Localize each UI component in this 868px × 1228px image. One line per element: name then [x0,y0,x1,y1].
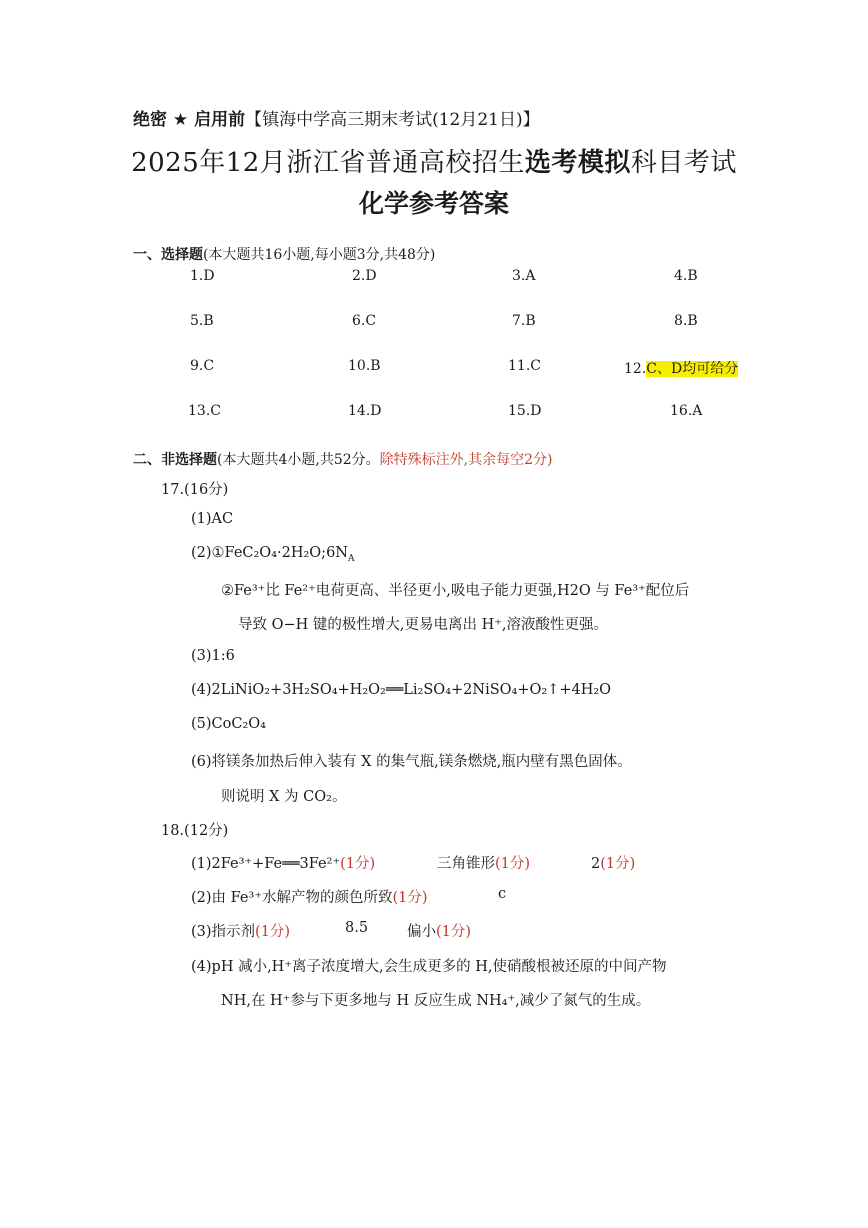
q18-part3 [191,920,290,941]
q18-part2-text: 由 Fe³⁺水解产物的颜色所致 [211,890,393,906]
q17-part2a-sub: A [347,553,355,564]
section2-heading [133,449,552,469]
q17-part2-num: (2) [191,545,212,561]
mc-answer-16: 16.A [670,403,703,419]
q17-part4: (4)2LiNiO₂+3H₂SO₄+H₂O₂══Li₂SO₄+2NiSO₄+O₂↑+4H₂O [191,682,612,698]
mc-answer-10: 10.B [348,358,381,374]
q18-part2-score: (1分) [392,890,428,906]
mc-answer-9: 9.C [190,358,215,374]
subtitle: 化学参考答案 [358,189,509,218]
section2-note: 除特殊标注外,其余每空2分) [379,452,553,468]
section1-heading [133,244,435,264]
q17-part2b-line1: ②Fe³⁺比 Fe²⁺电荷更高、半径更小,吸电子能力更强,H2O 与 Fe³⁺配位后 [221,583,690,599]
q18-part1-shape [437,852,530,873]
secret-label: 绝密 ★ 启用前 [133,110,246,130]
q18-part3-score1: (1分) [255,924,291,940]
mc-answer-7: 7.B [512,313,536,329]
q17-part6-line1: (6)将镁条加热后伸入装有 X 的集气瓶,镁条燃烧,瓶内壁有黑色固体。 [191,754,632,770]
q17-part2b-line2: 导致 O−H 键的极性增大,更易电离出 H⁺,溶液酸性更强。 [238,617,609,633]
section1-label: 一、选择题 [133,247,203,263]
exam-name: 【镇海中学高三期末考试(12月21日)】 [245,110,540,130]
section1-desc: (本大题共16小题,每小题3分,共48分) [203,247,436,263]
title-part1: 2025年12月浙江省普通高校招生 [131,148,525,178]
section2-label: 二、非选择题 [133,452,217,468]
q18-part3-value: 8.5 [345,920,369,936]
q18-part3-text: 指示剂 [211,924,256,940]
q18-part4-line2: NH,在 H⁺参与下更多地与 H 反应生成 NH₄⁺,减少了氮气的生成。 [221,993,651,1009]
q17-part2a-text: ①FeC₂O₄·2H₂O;6N [211,545,348,561]
q18-part1-count [591,852,635,873]
title-part2: 选考模拟 [524,148,631,178]
mc-answer-13: 13.C [188,403,221,419]
main-title [0,142,868,179]
q18-part1-shape-text: 三角锥形 [437,856,495,872]
exam-header [133,105,540,130]
q18-heading: 18.(12分) [161,823,229,839]
q18-part4-line1: (4)pH 减小,H⁺离子浓度增大,会生成更多的 H,使硝酸根被还原的中间产物 [191,959,667,975]
q18-part1-num: (1) [191,856,212,872]
q17-heading: 17.(16分) [161,482,229,498]
mc-answer-3: 3.A [512,268,536,284]
mc-answer-12-note: C、D均可给分 [646,361,739,377]
mc-answer-5: 5.B [190,313,214,329]
q18-part1-eq: 2Fe³⁺+Fe══3Fe²⁺ [211,856,341,872]
mc-answer-2: 2.D [352,268,377,284]
q17-part2a [191,545,354,564]
q18-part3-score2: (1分) [436,924,472,940]
q18-part1-score1: (1分) [340,856,376,872]
q17-part3: (3)1:6 [191,648,235,664]
title-part3: 科目考试 [630,148,737,178]
q18-part2-num: (2) [191,890,212,906]
mc-answer-12-num: 12. [624,361,647,377]
q18-part1-count-text: 2 [591,856,601,872]
mc-answer-15: 15.D [508,403,542,419]
mc-answer-1: 1.D [190,268,215,284]
q18-part2 [191,886,428,907]
mc-answer-12 [624,358,738,378]
q17-part1: (1)AC [191,511,234,527]
q17-part6-line2: 则说明 X 为 CO₂。 [221,789,347,805]
mc-answer-11: 11.C [508,358,541,374]
q18-part1-equation [191,852,375,873]
q18-part1-score2: (1分) [495,856,531,872]
q18-part3-num: (3) [191,924,212,940]
q18-part1-score3: (1分) [600,856,636,872]
q18-part3-bias-text: 偏小 [407,924,436,940]
mc-answer-14: 14.D [348,403,382,419]
mc-answer-8: 8.B [674,313,698,329]
q18-part2-choice: c [498,886,507,902]
q18-part3-bias [407,920,471,941]
mc-answer-4: 4.B [674,268,698,284]
q17-part5: (5)CoC₂O₄ [191,716,266,732]
section2-desc: (本大题共4小题,共52分。 [217,452,380,468]
mc-answer-6: 6.C [352,313,377,329]
